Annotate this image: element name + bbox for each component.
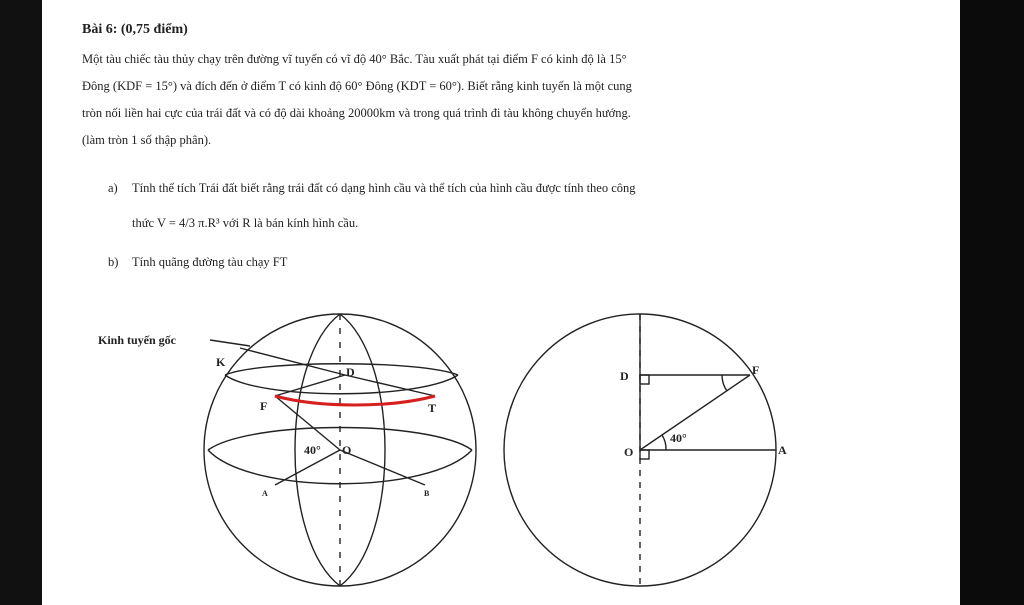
part-a-line-1: Tính thể tích Trái đất biết rằng trái đất có dạng hình cầu và thể tích của hình cầu được tính theo công [132,181,636,195]
part-a-line-2: thức V = 4/3 π.R³ với R là bán kính hình cầu. [132,216,359,230]
globe-figure [90,300,490,600]
right-angle-O [640,450,649,459]
line-K-D [240,348,345,375]
label-T: T [428,401,437,415]
caption-pointer [210,340,250,346]
label-O: O [624,445,634,459]
problem-line-4: (làm tròn 1 số thập phân). [82,133,212,147]
problem-line-3: tròn nối liền hai cực của trái đất và có độ dài khoảng 20000km và trong quá trình đi tàu không chuyển hướng. [82,106,631,120]
label-A: A [262,489,268,498]
right-dark-border [960,0,1024,605]
angle-arc-O [662,435,666,450]
label-A: A [778,443,787,457]
caption-prime-meridian: Kinh tuyến gốc [98,333,177,347]
part-b-label: b) [108,255,119,269]
line-O-F [640,375,750,450]
label-F: F [260,399,268,413]
label-F: F [752,363,760,377]
part-b-text: Tính quãng đường tàu chạy FT [132,255,288,269]
problem-line-1: Một tàu chiếc tàu thủy chạy trên đường vĩ tuyến có vĩ độ 40° Bắc. Tàu xuất phát tại điểm F có kinh độ là 15° [82,52,627,66]
problem-title: Bài 6: (0,75 điểm) [82,22,188,37]
label-K: K [216,355,226,369]
label-O: O [342,443,352,457]
angle-arc-F [722,375,727,391]
label-B: B [424,489,430,498]
problem-statement [82,46,852,154]
parallel-40 [225,375,458,394]
label-angle-40: 40° [304,443,321,457]
label-D: D [346,365,355,379]
label-angle-40: 40° [670,431,687,445]
line-O-B [340,450,425,485]
right-angle-D [640,375,649,384]
cross-section-figure [490,300,790,600]
problem-line-2: Đông (KDF = 15°) và đích đến ở điểm T có kinh độ 60° Đông (KDT = 60°). Biết rằng kinh tuyến là một cung [82,79,632,93]
part-a-label: a) [108,181,118,195]
parallel-40-back [225,364,458,375]
label-D: D [620,369,629,383]
